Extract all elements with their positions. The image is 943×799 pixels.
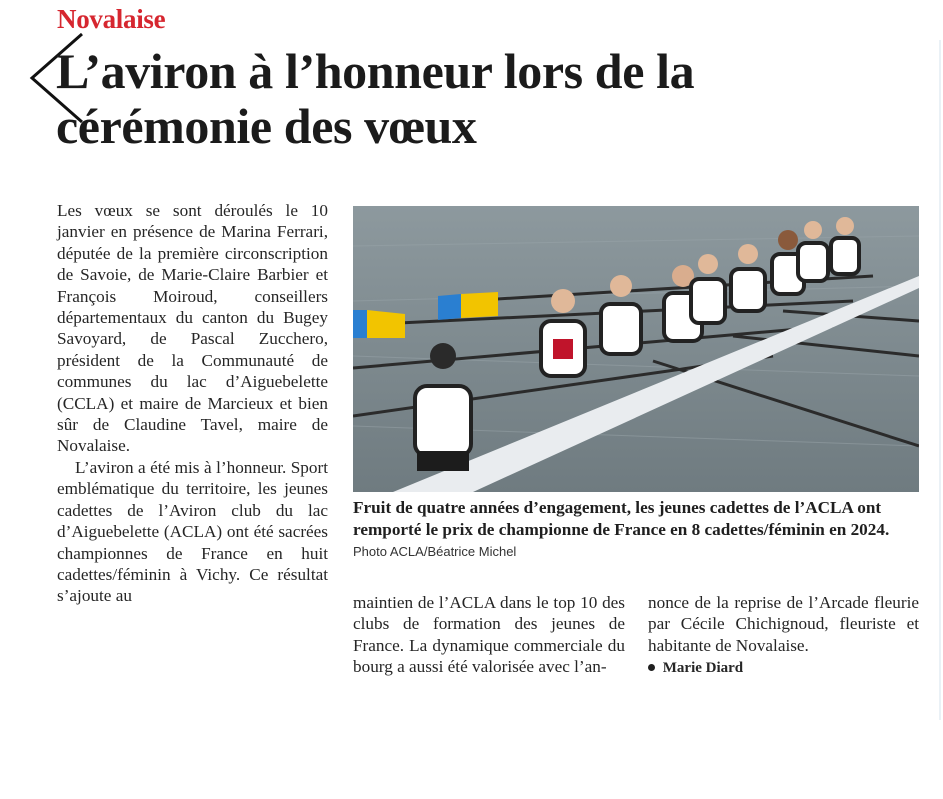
- photo-credit: Photo ACLA/Béatrice Michel: [353, 544, 517, 560]
- paragraph-1: Les vœux se sont déroulés le 10 janvier en présence de Marina Ferrari, députée de la première circonscription de Savoie, de Marie-Claire Barbier et François Moiroud, conseillers départementaux du canton du Bugey Savoyard, de Pascal Zucchero, président de la Communauté de communes du lac d’Aiguebelette (CCLA) et maire de Marcieux et bien sûr de Claudine Tavel, maire de Novalaise.: [57, 201, 328, 456]
- rowing-team-photo: [353, 206, 919, 492]
- photo-caption: [353, 497, 919, 563]
- paragraph-2: L’aviron a été mis à l’honneur. Sport emblématique du territoire, les jeunes cadettes de l’Aviron club du lac d’Aiguebelette (ACLA) ont été sacrées championnes de France en huit cadettes/féminin à Vichy. Ce résultat s’ajoute au: [57, 457, 328, 606]
- author-signature: [648, 658, 919, 679]
- bullet-icon: [648, 664, 655, 671]
- page-edge-divider: [939, 40, 941, 720]
- caption-text: Fruit de quatre années d’engagement, les jeunes cadettes de l’ACLA ont remporté le prix de championne de France en 8 cadettes/féminin en 2024.: [353, 498, 890, 539]
- article-column-3: [648, 592, 919, 680]
- column-2-text: maintien de l’ACLA dans le top 10 des clubs de formation des jeunes de France. La dynamique commerciale du bourg a aussi été valorisée avec l’an-: [353, 593, 625, 677]
- column-3-text: nonce de la reprise de l’Arcade fleurie par Cécile Chichignoud, fleuriste et habitante de Novalaise.: [648, 593, 919, 655]
- article-headline: L’aviron à l’honneur lors de la cérémonie des vœux: [56, 43, 695, 154]
- author-name: Marie Diard: [662, 660, 744, 677]
- section-kicker: Novalaise: [57, 4, 166, 34]
- article-column-2: [353, 592, 625, 678]
- article-column-1: [57, 200, 328, 607]
